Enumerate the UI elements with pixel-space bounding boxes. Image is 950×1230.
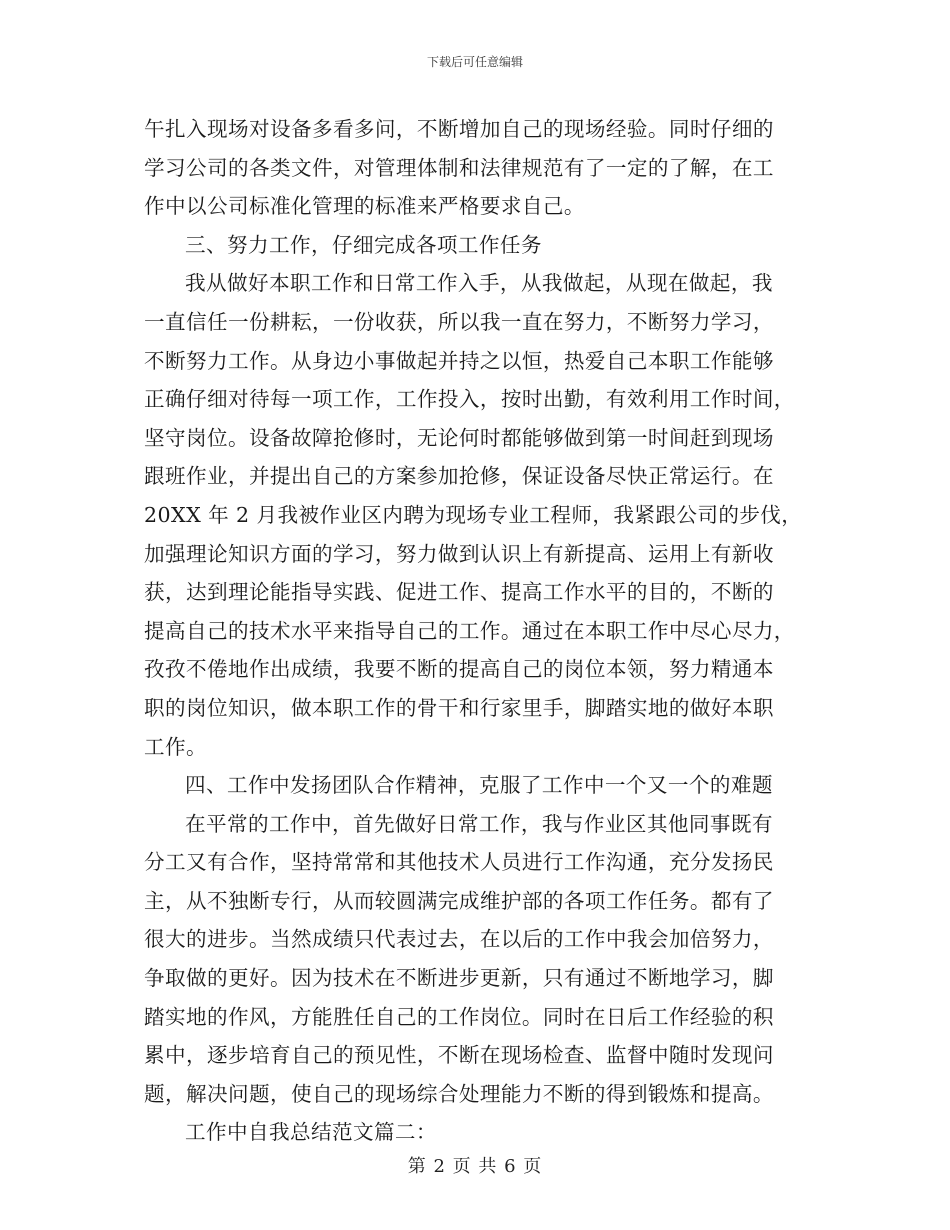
- document-body: [144, 110, 809, 1152]
- page-footer: 第 2 页 共 6 页: [407, 1156, 543, 1177]
- text-line: 踏实地的作风，方能胜任自己的工作岗位。同时在日后工作经验的积: [144, 1004, 774, 1029]
- text-line: 工作中自我总结范文篇二：: [185, 1120, 437, 1145]
- text-line: 我从做好本职工作和日常工作入手，从我做起，从现在做起，我: [185, 271, 773, 296]
- text-line: 加强理论知识方面的学习，努力做到认识上有新提高、运用上有新收: [144, 541, 774, 566]
- text-line: 四、工作中发扬团队合作精神，克服了工作中一个又一个的难题: [185, 773, 773, 798]
- text-line: 职的岗位知识，做本职工作的骨干和行家里手，脚踏实地的做好本职: [144, 695, 774, 720]
- text-line: 在平常的工作中，首先做好日常工作，我与作业区其他同事既有: [185, 811, 773, 836]
- text-line: 三、努力工作，仔细完成各项工作任务: [185, 232, 542, 257]
- text-line: 作中以公司标准化管理的标准来严格要求自己。: [144, 194, 585, 219]
- text-line: 不断努力工作。从身边小事做起并持之以恒，热爱自己本职工作能够: [144, 348, 774, 373]
- text-line: 孜孜不倦地作出成绩，我要不断的提高自己的岗位本领，努力精通本: [144, 657, 774, 682]
- text-line: 获，达到理论能指导实践、促进工作、提高工作水平的目的，不断的: [144, 580, 774, 605]
- text-line: 题，解决问题，使自己的现场综合处理能力不断的得到锻炼和提高。: [144, 1081, 774, 1106]
- text-line: 午扎入现场对设备多看多问，不断增加自己的现场经验。同时仔细的: [144, 117, 774, 141]
- text-line: 一直信任一份耕耘，一份收获，所以我一直在努力，不断努力学习，: [144, 309, 774, 334]
- text-line: 争取做的更好。因为技术在不断进步更新，只有通过不断地学习，脚: [144, 966, 774, 991]
- text-line: 分工又有合作，坚持常常和其他技术人员进行工作沟通，充分发扬民: [144, 850, 774, 875]
- text-line: 20XX 年 2 月我被作业区内聘为现场专业工程师，我紧跟公司的步伐，: [144, 502, 803, 527]
- text-line: 提高自己的技术水平来指导自己的工作。通过在本职工作中尽心尽力，: [144, 618, 795, 643]
- text-line: 很大的进步。当然成绩只代表过去，在以后的工作中我会加倍努力，: [144, 927, 774, 952]
- text-line: 累中，逐步培育自己的预见性，不断在现场检查、监督中随时发现问: [144, 1043, 774, 1068]
- text-line: 跟班作业，并提出自己的方案参加抢修，保证设备尽快正常运行。在: [144, 464, 774, 489]
- text-line: 正确仔细对待每一项工作，工作投入，按时出勤，有效利用工作时间，: [144, 387, 795, 412]
- text-line: 学习公司的各类文件，对管理体制和法律规范有了一定的了解，在工: [144, 155, 774, 180]
- text-line: 工作。: [144, 734, 207, 759]
- page-header: 下载后可任意编辑: [426, 55, 523, 69]
- text-line: 主，从不独断专行，从而较圆满完成维护部的各项工作任务。都有了: [144, 888, 774, 913]
- text-line: 坚守岗位。设备故障抢修时，无论何时都能够做到第一时间赶到现场: [144, 425, 774, 450]
